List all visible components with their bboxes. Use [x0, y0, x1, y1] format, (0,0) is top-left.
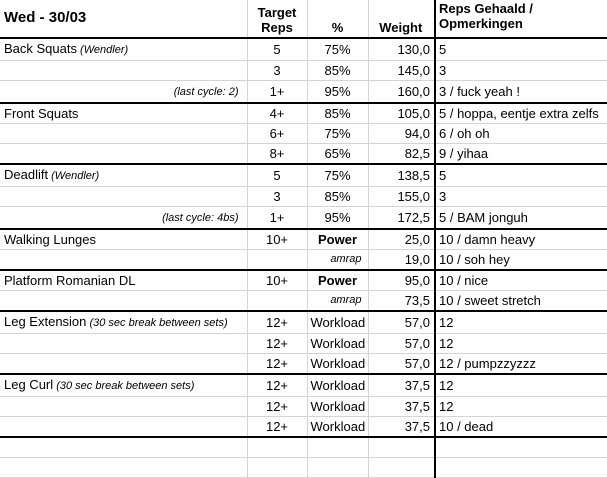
result-cell[interactable]: 10 / dead — [435, 417, 607, 438]
reps-done-header-cell[interactable]: Reps Gehaald / Opmerkingen — [435, 0, 607, 38]
exercise-cell[interactable] — [0, 374, 247, 397]
exercise-cell[interactable] — [0, 103, 247, 124]
percent-cell[interactable]: Workload — [307, 354, 368, 375]
target-reps-cell[interactable]: 12+ — [247, 417, 307, 438]
result-cell[interactable]: 10 / damn heavy — [435, 229, 607, 250]
weight-cell[interactable]: 57,0 — [368, 354, 435, 375]
exercise-cell[interactable] — [0, 334, 247, 354]
percent-cell[interactable]: 95% — [307, 207, 368, 230]
result-cell[interactable]: 9 / yihaa — [435, 144, 607, 165]
empty-cell[interactable] — [247, 437, 307, 457]
result-cell[interactable]: 10 / sweet stretch — [435, 291, 607, 312]
target-reps-cell[interactable]: 8+ — [247, 144, 307, 165]
percent-cell[interactable]: Workload — [307, 374, 368, 397]
weight-cell[interactable]: 155,0 — [368, 187, 435, 207]
weight-cell[interactable]: 57,0 — [368, 311, 435, 334]
target-reps-cell[interactable]: 1+ — [247, 81, 307, 104]
result-cell[interactable]: 10 / nice — [435, 270, 607, 291]
empty-cell[interactable] — [307, 457, 368, 477]
weight-cell[interactable]: 37,5 — [368, 374, 435, 397]
weight-cell[interactable]: 95,0 — [368, 270, 435, 291]
percent-cell[interactable]: Workload — [307, 417, 368, 438]
table-row — [0, 250, 607, 271]
empty-cell[interactable] — [368, 437, 435, 457]
empty-cell[interactable] — [247, 457, 307, 477]
empty-cell[interactable] — [307, 437, 368, 457]
exercise-name: Platform Romanian DL — [4, 273, 136, 288]
result-cell[interactable]: 10 / soh hey — [435, 250, 607, 271]
percent-cell[interactable]: 75% — [307, 124, 368, 144]
table-row — [0, 229, 607, 250]
empty-cell[interactable] — [368, 457, 435, 477]
exercise-cell[interactable] — [0, 291, 247, 312]
target-reps-cell[interactable]: 6+ — [247, 124, 307, 144]
target-reps-cell[interactable]: 3 — [247, 187, 307, 207]
cycle-note: (last cycle: 4bs) — [162, 212, 239, 224]
target-reps-cell[interactable]: 5 — [247, 164, 307, 187]
weight-cell[interactable]: 19,0 — [368, 250, 435, 271]
percent-cell[interactable]: amrap — [307, 250, 368, 271]
percent-cell[interactable]: amrap — [307, 291, 368, 312]
exercise-cell[interactable] — [0, 187, 247, 207]
exercise-cell[interactable] — [0, 144, 247, 165]
exercise-note: (30 sec break between sets) — [86, 317, 228, 329]
target-reps-cell[interactable]: 10+ — [247, 229, 307, 250]
percent-cell[interactable]: 85% — [307, 61, 368, 81]
target-reps-cell[interactable]: 1+ — [247, 207, 307, 230]
table-row — [0, 144, 607, 165]
weight-cell[interactable]: 82,5 — [368, 144, 435, 165]
result-cell[interactable]: 5 / hoppa, eentje extra zelfs — [435, 103, 607, 124]
result-cell[interactable]: 12 — [435, 397, 607, 417]
result-cell[interactable]: 12 / pumpzzyzzz — [435, 354, 607, 375]
result-cell[interactable]: 12 — [435, 334, 607, 354]
target-reps-cell[interactable]: 3 — [247, 61, 307, 81]
weight-cell[interactable]: 160,0 — [368, 81, 435, 104]
empty-cell[interactable] — [0, 457, 247, 477]
weight-cell[interactable]: 73,5 — [368, 291, 435, 312]
table-row — [0, 270, 607, 291]
table-row — [0, 61, 607, 81]
percent-cell[interactable]: 85% — [307, 187, 368, 207]
weight-cell[interactable]: 138,5 — [368, 164, 435, 187]
weight-cell[interactable]: 145,0 — [368, 61, 435, 81]
weight-cell[interactable]: 57,0 — [368, 334, 435, 354]
percent-cell[interactable]: Power — [307, 270, 368, 291]
exercise-cell[interactable] — [0, 354, 247, 375]
table-row — [0, 103, 607, 124]
table-row — [0, 311, 607, 334]
exercise-cell[interactable] — [0, 270, 247, 291]
weight-cell[interactable]: 94,0 — [368, 124, 435, 144]
table-row — [0, 81, 607, 104]
result-cell[interactable]: 5 / BAM jonguh — [435, 207, 607, 230]
exercise-name: Walking Lunges — [4, 232, 97, 247]
weight-cell[interactable]: 25,0 — [368, 229, 435, 250]
percent-cell[interactable]: Power — [307, 229, 368, 250]
exercise-name: Leg Curl — [4, 377, 54, 392]
table-row — [0, 124, 607, 144]
empty-row — [0, 437, 607, 457]
exercise-cell[interactable] — [0, 207, 247, 230]
exercise-cell[interactable] — [0, 250, 247, 271]
weight-cell[interactable]: 37,5 — [368, 397, 435, 417]
result-cell[interactable]: 12 — [435, 374, 607, 397]
header-row — [0, 0, 607, 38]
result-cell[interactable]: 3 — [435, 187, 607, 207]
weight-cell[interactable]: 172,5 — [368, 207, 435, 230]
exercise-note: (Wendler) — [48, 170, 100, 182]
exercise-cell[interactable] — [0, 164, 247, 187]
exercise-cell[interactable] — [0, 61, 247, 81]
target-reps-header-cell[interactable]: Target Reps — [247, 0, 307, 38]
table-row — [0, 374, 607, 397]
exercise-name: Deadlift — [4, 167, 49, 182]
table-row — [0, 334, 607, 354]
exercise-cell[interactable] — [0, 311, 247, 334]
table-row — [0, 291, 607, 312]
percent-cell[interactable]: 75% — [307, 164, 368, 187]
table-row — [0, 354, 607, 375]
exercise-cell[interactable] — [0, 229, 247, 250]
target-reps-cell[interactable] — [247, 250, 307, 271]
table-row — [0, 417, 607, 438]
percent-cell[interactable]: 95% — [307, 81, 368, 104]
result-cell[interactable]: 3 / fuck yeah ! — [435, 81, 607, 104]
table-row — [0, 38, 607, 61]
percent-cell[interactable]: 75% — [307, 38, 368, 61]
exercise-name: Back Squats — [4, 41, 77, 56]
weight-cell[interactable]: 130,0 — [368, 38, 435, 61]
result-cell[interactable]: 6 / oh oh — [435, 124, 607, 144]
exercise-cell[interactable] — [0, 417, 247, 438]
percent-cell[interactable]: 85% — [307, 103, 368, 124]
exercise-cell[interactable] — [0, 81, 247, 104]
table-row — [0, 397, 607, 417]
exercise-name: Front Squats — [4, 106, 79, 121]
exercise-note: (Wendler) — [77, 44, 129, 56]
target-reps-cell[interactable] — [247, 291, 307, 312]
target-reps-cell[interactable]: 12+ — [247, 374, 307, 397]
weight-cell[interactable]: 37,5 — [368, 417, 435, 438]
result-cell[interactable]: 3 — [435, 61, 607, 81]
exercise-name: Leg Extension — [4, 314, 87, 329]
exercise-note: (30 sec break between sets) — [53, 380, 195, 392]
target-reps-cell[interactable]: 12+ — [247, 397, 307, 417]
percent-cell[interactable]: Workload — [307, 334, 368, 354]
target-reps-cell[interactable]: 4+ — [247, 103, 307, 124]
result-cell[interactable]: 12 — [435, 311, 607, 334]
empty-row — [0, 457, 607, 477]
exercise-cell[interactable] — [0, 38, 247, 61]
day-header-cell[interactable]: Wed - 30/03 — [0, 0, 247, 38]
exercise-cell[interactable] — [0, 124, 247, 144]
weight-cell[interactable]: 105,0 — [368, 103, 435, 124]
target-reps-cell[interactable]: 12+ — [247, 311, 307, 334]
result-cell[interactable]: 5 — [435, 38, 607, 61]
target-reps-cell[interactable]: 12+ — [247, 334, 307, 354]
percent-header-cell[interactable]: % — [307, 0, 368, 38]
target-reps-cell[interactable]: 12+ — [247, 354, 307, 375]
empty-cell[interactable] — [0, 437, 247, 457]
table-row — [0, 164, 607, 187]
empty-cell[interactable] — [435, 437, 607, 457]
table-row — [0, 187, 607, 207]
cycle-note: (last cycle: 2) — [173, 86, 239, 98]
percent-cell[interactable]: Workload — [307, 397, 368, 417]
result-cell[interactable]: 5 — [435, 164, 607, 187]
table-row — [0, 207, 607, 230]
percent-cell[interactable]: Workload — [307, 311, 368, 334]
weight-header-cell[interactable]: Weight — [368, 0, 435, 38]
percent-cell[interactable]: 65% — [307, 144, 368, 165]
target-reps-cell[interactable]: 5 — [247, 38, 307, 61]
target-reps-cell[interactable]: 10+ — [247, 270, 307, 291]
empty-cell[interactable] — [435, 457, 607, 477]
exercise-cell[interactable] — [0, 397, 247, 417]
